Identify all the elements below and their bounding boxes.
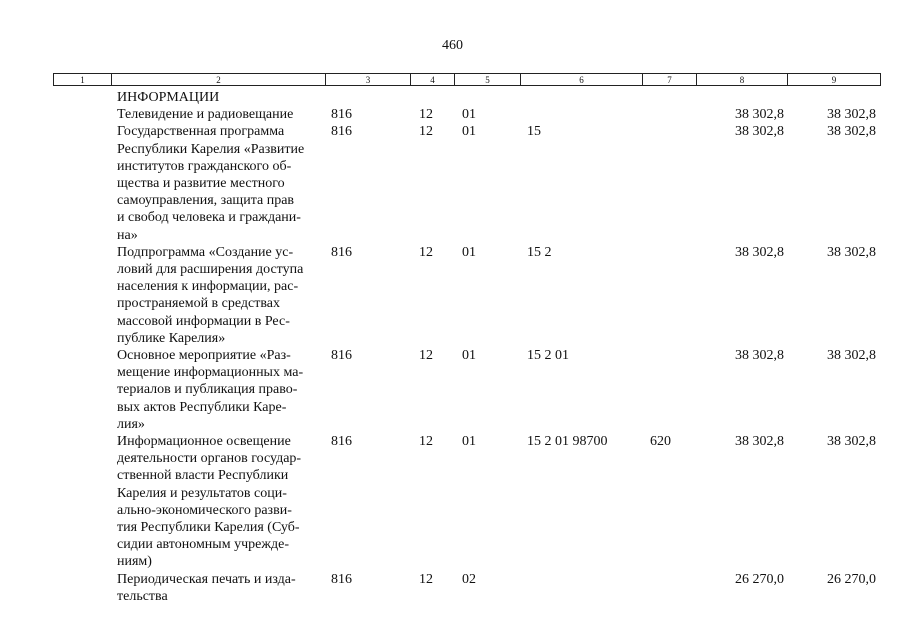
page-number: 460	[442, 38, 463, 53]
cell-col-9: 38 302,8	[827, 124, 876, 140]
row-name-line: Республики Карелия «Развитие	[117, 141, 305, 157]
row-name-line: Телевидение и радиовещание	[117, 107, 294, 123]
row-name-line: Государственная программа	[117, 124, 285, 140]
cell-col-5: 01	[462, 348, 476, 364]
row-name	[117, 571, 327, 605]
row-name-line: сидии автономным учрежде-	[117, 537, 289, 553]
row-name-line: Периодическая печать и изда-	[117, 571, 296, 587]
row-name-line: деятельности органов государ-	[117, 451, 302, 467]
cell-col-7: 620	[650, 434, 671, 450]
column-number: 3	[326, 74, 411, 86]
cell-col-9: 38 302,8	[827, 244, 876, 260]
row-name-line: тельства	[117, 588, 168, 604]
column-number-header	[53, 73, 881, 86]
cell-col-4: 12	[419, 107, 433, 123]
table-row	[0, 106, 905, 123]
row-name-line: ально-экономического разви-	[117, 502, 292, 518]
cell-col-4: 12	[419, 571, 433, 587]
cell-col-8: 38 302,8	[735, 434, 784, 450]
cell-col-4: 12	[419, 434, 433, 450]
cell-col-6: 15 2 01	[527, 348, 569, 364]
cell-col-6: 15 2 01 98700	[527, 434, 608, 450]
table-row	[0, 433, 905, 571]
cell-col-9: 38 302,8	[827, 348, 876, 364]
row-name	[117, 106, 327, 123]
cell-col-8: 38 302,8	[735, 244, 784, 260]
cell-col-9: 38 302,8	[827, 107, 876, 123]
column-number: 1	[54, 74, 112, 86]
table-row	[0, 571, 905, 605]
table-row	[0, 347, 905, 433]
row-name-line: териалов и публикация право-	[117, 382, 298, 398]
row-name-line: тия Республики Карелия (Суб-	[117, 520, 300, 536]
cell-col-3: 816	[331, 571, 352, 587]
cell-col-5: 01	[462, 124, 476, 140]
column-number: 9	[788, 74, 881, 86]
column-number: 4	[411, 74, 455, 86]
column-number: 7	[643, 74, 697, 86]
row-name-line: публике Карелия»	[117, 330, 226, 346]
cell-col-6: 15	[527, 124, 541, 140]
cell-col-8: 38 302,8	[735, 107, 784, 123]
row-name-line: и свобод человека и граждани-	[117, 210, 301, 226]
row-name	[117, 123, 327, 243]
row-name	[117, 89, 327, 106]
cell-col-5: 02	[462, 571, 476, 587]
cell-col-6: 15 2	[527, 244, 552, 260]
cell-col-5: 01	[462, 434, 476, 450]
cell-col-4: 12	[419, 348, 433, 364]
cell-col-8: 38 302,8	[735, 348, 784, 364]
row-name-line: ловий для расширения доступа	[117, 262, 304, 278]
table-row	[0, 89, 905, 106]
cell-col-4: 12	[419, 124, 433, 140]
row-name	[117, 433, 327, 571]
row-name	[117, 244, 327, 347]
row-name-line: на»	[117, 227, 138, 243]
table-row	[0, 244, 905, 347]
cell-col-5: 01	[462, 244, 476, 260]
row-name-line: мещение информационных ма-	[117, 365, 304, 381]
column-number: 6	[521, 74, 643, 86]
row-name-line: пространяемой в средствах	[117, 296, 281, 312]
row-name-line: Карелия и результатов соци-	[117, 485, 287, 501]
cell-col-8: 26 270,0	[735, 571, 784, 587]
cell-col-3: 816	[331, 244, 352, 260]
budget-table-body	[0, 89, 905, 605]
row-name-line: лия»	[117, 416, 145, 432]
column-number: 8	[697, 74, 788, 86]
cell-col-3: 816	[331, 434, 352, 450]
row-name-line: Информационное освещение	[117, 434, 291, 450]
row-name	[117, 347, 327, 433]
cell-col-5: 01	[462, 107, 476, 123]
row-name-line: Основное мероприятие «Раз-	[117, 348, 291, 364]
row-name-line: Подпрограмма «Создание ус-	[117, 244, 294, 260]
cell-col-8: 38 302,8	[735, 124, 784, 140]
column-number: 2	[112, 74, 326, 86]
row-name-line: самоуправления, защита прав	[117, 193, 295, 209]
row-name-line: массовой информации в Рес-	[117, 313, 290, 329]
cell-col-3: 816	[331, 107, 352, 123]
row-name-line: щества и развитие местного	[117, 176, 285, 192]
row-name-line: вых актов Республики Каре-	[117, 399, 287, 415]
row-name-line: ИНФОРМАЦИИ	[117, 90, 220, 105]
row-name-line: институтов гражданского об-	[117, 158, 292, 174]
row-name-line: ственной власти Республики	[117, 468, 289, 484]
cell-col-3: 816	[331, 124, 352, 140]
cell-col-9: 38 302,8	[827, 434, 876, 450]
table-row	[0, 123, 905, 243]
cell-col-4: 12	[419, 244, 433, 260]
column-number: 5	[455, 74, 521, 86]
cell-col-3: 816	[331, 348, 352, 364]
cell-col-9: 26 270,0	[827, 571, 876, 587]
row-name-line: населения к информации, рас-	[117, 279, 299, 295]
row-name-line: ниям)	[117, 554, 152, 570]
